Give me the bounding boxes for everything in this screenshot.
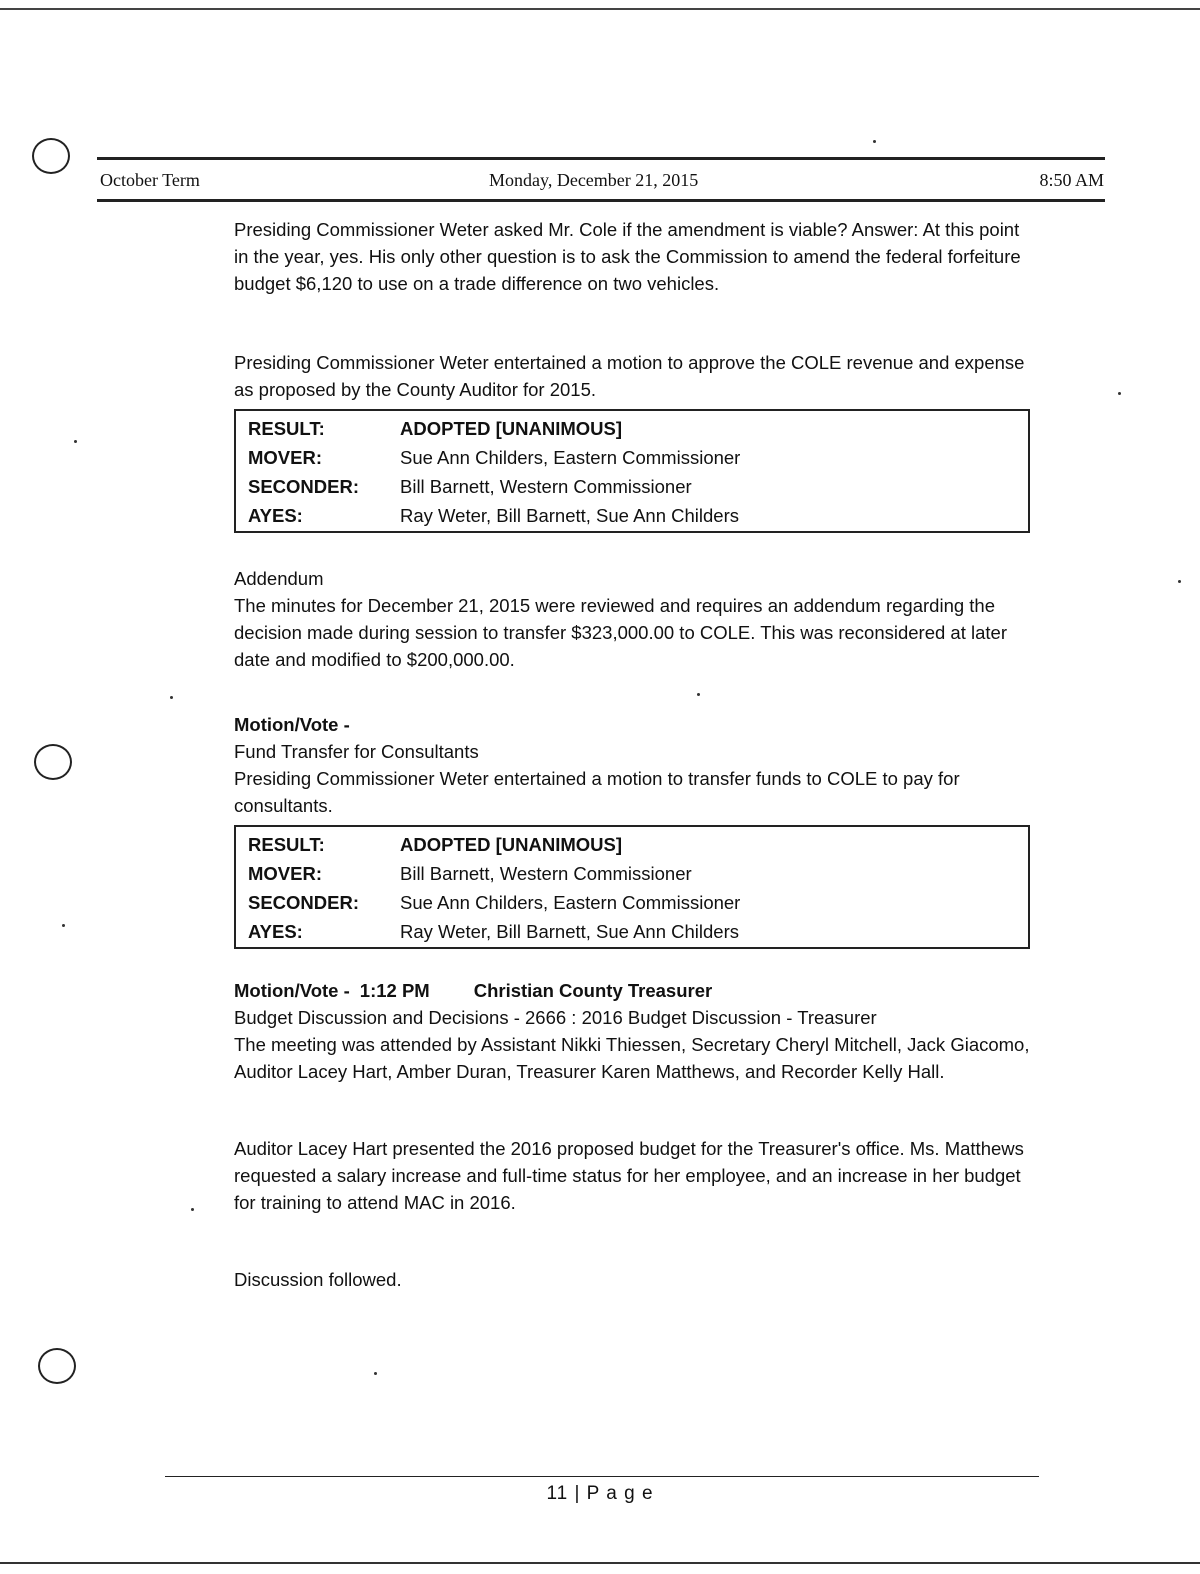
vote-row-result [248, 830, 1028, 859]
vote-label: SECONDER: [248, 476, 360, 497]
vote-row-mover [248, 443, 1028, 472]
vote-table-consultants [234, 825, 1030, 949]
scan-speck [170, 696, 173, 699]
scan-top-border [0, 8, 1200, 10]
treasurer-motion-time: 1:12 PM [359, 980, 430, 1001]
paragraph-amendment-question: Presiding Commissioner Weter asked Mr. Cole if the amendment is viable? Answer: At this point in the year, yes. His only other question is to ask the Commission to amend the federal forfeiture budget $6,120 to use on a trade difference on two vehicles. [234, 219, 1021, 294]
vote-label: SECONDER: [248, 892, 360, 913]
motion-heading: Motion/Vote - [234, 714, 350, 735]
scan-speck [62, 924, 65, 927]
vote-value: Ray Weter, Bill Barnett, Sue Ann Childers [400, 921, 739, 942]
treasurer-motion-office: Christian County Treasurer [473, 980, 713, 1001]
vote-value: ADOPTED [UNANIMOUS] [400, 834, 622, 855]
punch-hole-middle [34, 744, 72, 780]
punch-hole-top [32, 138, 70, 174]
vote-label: MOVER: [248, 447, 322, 468]
page-header [100, 170, 1104, 194]
addendum-text: The minutes for December 21, 2015 were reviewed and requires an addendum regarding the decision made during session to transfer $323,000.00 to COLE. This was reconsidered at later date and modified to $200,000.00. [234, 595, 1007, 670]
scan-bottom-border [0, 1562, 1200, 1564]
scan-speck [191, 1208, 194, 1211]
page-number: 11 | P a g e [546, 1483, 654, 1504]
treasurer-motion-heading [234, 977, 1034, 1004]
punch-hole-bottom [38, 1348, 76, 1384]
vote-label: RESULT: [248, 418, 325, 439]
vote-row-seconder [248, 888, 1028, 917]
header-time: 8:50 AM [1039, 170, 1104, 190]
scan-speck [74, 440, 77, 443]
scan-speck [1118, 392, 1121, 395]
scan-speck [697, 693, 700, 696]
vote-value: Sue Ann Childers, Eastern Commissioner [400, 447, 741, 468]
scan-speck [1178, 580, 1181, 583]
paragraph-cole-motion: Presiding Commissioner Weter entertained a motion to approve the COLE revenue and expense as proposed by the County Auditor for 2015. [234, 352, 1025, 400]
vote-label: RESULT: [248, 834, 325, 855]
motion-subtitle: Fund Transfer for Consultants [234, 741, 479, 762]
vote-label: AYES: [248, 505, 303, 526]
scan-speck [873, 140, 876, 143]
scan-speck [374, 1372, 377, 1375]
vote-row-result [248, 414, 1028, 443]
vote-value: Bill Barnett, Western Commissioner [400, 476, 692, 497]
treasurer-presentation: Auditor Lacey Hart presented the 2016 proposed budget for the Treasurer's office. Ms. Matthews requested a salary increase and full-time status for her employee, and an increase in her budget for training to attend MAC in 2016. [234, 1138, 1024, 1213]
header-date: Monday, December 21, 2015 [489, 170, 699, 190]
header-rule-bottom [97, 199, 1105, 202]
vote-value: ADOPTED [UNANIMOUS] [400, 418, 622, 439]
addendum-title: Addendum [234, 568, 324, 589]
vote-row-ayes [248, 917, 1028, 946]
treasurer-attendance: The meeting was attended by Assistant Nikki Thiessen, Secretary Cheryl Mitchell, Jack Giacomo, Auditor Lacey Hart, Amber Duran, Treasurer Karen Matthews, and Recorder Kelly Hall. [234, 1034, 1030, 1082]
vote-value: Ray Weter, Bill Barnett, Sue Ann Childers [400, 505, 739, 526]
minutes-body [234, 216, 1034, 1293]
vote-value: Sue Ann Childers, Eastern Commissioner [400, 892, 741, 913]
motion-text: Presiding Commissioner Weter entertained a motion to transfer funds to COLE to pay for consultants. [234, 768, 960, 816]
vote-row-ayes [248, 501, 1028, 530]
vote-row-seconder [248, 472, 1028, 501]
treasurer-closing: Discussion followed. [234, 1269, 402, 1290]
vote-label: MOVER: [248, 863, 322, 884]
header-rule-top [97, 157, 1105, 160]
vote-value: Bill Barnett, Western Commissioner [400, 863, 692, 884]
vote-label: AYES: [248, 921, 303, 942]
vote-row-mover [248, 859, 1028, 888]
header-term: October Term [100, 170, 200, 190]
vote-table-cole [234, 409, 1030, 533]
treasurer-subtitle: Budget Discussion and Decisions - 2666 : 2016 Budget Discussion - Treasurer [234, 1007, 877, 1028]
footer-rule [165, 1476, 1039, 1477]
treasurer-motion-label: Motion/Vote - [234, 980, 350, 1001]
